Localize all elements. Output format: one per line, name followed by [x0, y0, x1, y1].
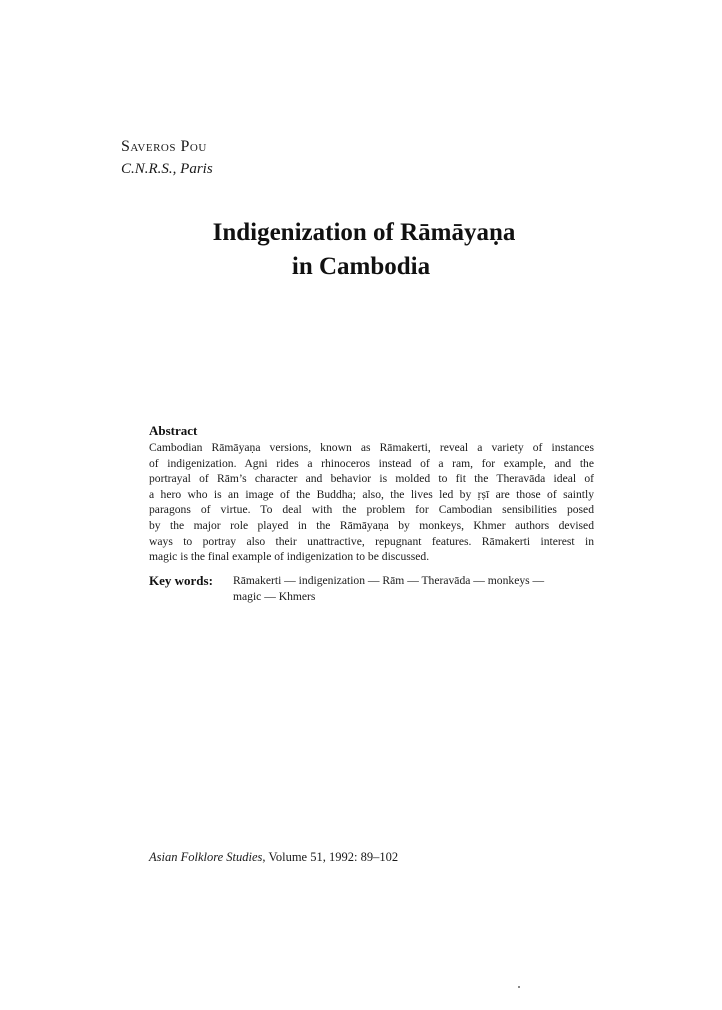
abstract-section [149, 422, 594, 565]
author-name: Saveros Pou [121, 138, 207, 155]
title-line-2: in Cambodia [291, 253, 431, 280]
scan-speck [518, 986, 520, 988]
keywords-line-1: Rāmakerti — indigenization — Rām — Theravāda — monkeys — [233, 574, 545, 587]
paper-title [0, 216, 722, 284]
abstract-line: a hero who is an image of the Buddha; also, the lives led by ṛṣī are those of saintly [149, 487, 594, 501]
author-affiliation: C.N.R.S., Paris [121, 161, 213, 177]
author-block [121, 136, 213, 180]
keywords-line-2: magic — Khmers [233, 590, 316, 603]
abstract-body [149, 440, 594, 565]
journal-name: Asian Folklore Studies [149, 850, 263, 864]
abstract-heading: Abstract [149, 423, 198, 438]
keywords-values [233, 573, 544, 605]
journal-citation [149, 850, 398, 865]
abstract-line: magic is the final example of indigenization to be discussed. [149, 550, 430, 564]
abstract-line: paragons of virtue. To deal with the problem for Cambodian sensibilities posed [149, 503, 594, 517]
abstract-line: by the major role played in the Rāmāyaṇa by monkeys, Khmer authors devised [149, 518, 594, 532]
abstract-line: of indigenization. Agni rides a rhinoceros instead of a ram, for example, and the [149, 456, 594, 470]
citation-details: , Volume 51, 1992: 89–102 [262, 850, 399, 864]
keywords-section [149, 573, 599, 605]
abstract-line: ways to portray also their unattractive, repugnant features. Rāmakerti interest in [149, 534, 594, 548]
abstract-line: Cambodian Rāmāyaṇa versions, known as Rāmakerti, reveal a variety of instances [149, 441, 594, 454]
keywords-label: Key words: [149, 573, 213, 588]
abstract-line: portrayal of Rām’s character and behavior is molded to fit the Theravāda ideal of [149, 472, 594, 486]
title-line-1: Indigenization of Rāmāyaṇa [212, 219, 516, 246]
